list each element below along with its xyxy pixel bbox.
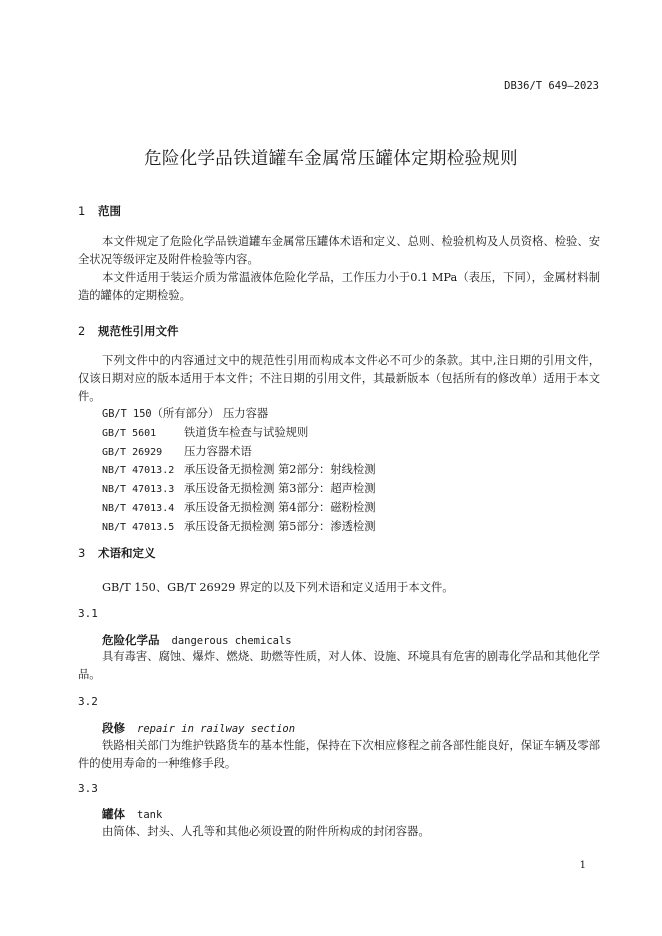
- paragraph: 本文件适用于装运介质为常温液体危险化学品，工作压力小于0.1 MPa（表压，下同），金属材料制造的罐体的定期检验。: [78, 271, 600, 302]
- section-title: 规范性引用文件: [98, 324, 179, 338]
- clause-number: 3.3: [78, 782, 98, 795]
- section-1-body: [78, 233, 600, 305]
- term-chinese: 段修: [102, 721, 125, 735]
- section-number: 2: [78, 324, 86, 338]
- reference-item: [102, 405, 376, 424]
- section-3-intro: [78, 579, 600, 597]
- reference-code: NB/T 47013.4: [102, 502, 175, 514]
- reference-code: NB/T 47013.2: [102, 465, 175, 477]
- term-definition: [78, 737, 600, 773]
- reference-list: [102, 405, 376, 537]
- standard-code: DB36/T 649—2023: [504, 80, 599, 92]
- reference-title: 铁道货车检查与试验规则: [184, 425, 309, 439]
- reference-item: [102, 461, 376, 480]
- reference-title: （所有部分） 压力容器: [151, 407, 269, 420]
- reference-code: GB/T 5601: [102, 427, 157, 439]
- term-chinese: 罐体: [102, 807, 125, 821]
- reference-item: [102, 443, 376, 462]
- term-entry: [102, 806, 162, 822]
- term-entry: [102, 720, 295, 736]
- section-number: 1: [78, 204, 86, 218]
- reference-code: NB/T 47013.3: [102, 484, 175, 496]
- paragraph: 下列文件中的内容通过文中的规范性引用而构成本文件必不可少的条款。其中,注日期的引用文件，仅该日期对应的版本适用于本文件；不注日期的引用文件，其最新版本（包括所有的修改单）适用于本文件。: [78, 354, 600, 403]
- section-2-intro: [78, 352, 600, 406]
- section-1-heading: [78, 203, 121, 219]
- term-english: repair in railway section: [137, 723, 296, 735]
- reference-code: NB/T 47013.5: [102, 521, 175, 533]
- term-entry: [102, 632, 292, 648]
- paragraph: 铁路相关部门为维护铁路货车的基本性能，保持在下次相应修程之前各部性能良好，保证车辆及零部件的使用寿命的一种维修手段。: [78, 739, 600, 770]
- section-title: 术语和定义: [98, 546, 156, 560]
- paragraph: 由筒体、封头、人孔等和其他必须设置的附件所构成的封闭容器。: [102, 825, 430, 838]
- section-title: 范围: [98, 204, 121, 218]
- page-number: 1: [579, 860, 586, 871]
- section-3-heading: [78, 545, 156, 561]
- reference-title: 压力容器术语: [184, 444, 252, 458]
- reference-title: 承压设备无损检测 第4部分：磁粉检测: [184, 500, 376, 514]
- reference-title: 承压设备无损检测 第5部分：渗透检测: [184, 519, 376, 533]
- reference-code: GB/T 26929: [102, 446, 163, 458]
- paragraph: GB/T 150、GB/T 26929 界定的以及下列术语和定义适用于本文件。: [102, 581, 454, 594]
- term-chinese: 危险化学品: [102, 633, 160, 647]
- reference-title: 承压设备无损检测 第2部分：射线检测: [184, 463, 376, 477]
- reference-item: [102, 480, 376, 499]
- paragraph: 具有毒害、腐蚀、爆炸、燃烧、助燃等性质，对人体、设施、环境具有危害的剧毒化学品和其他化学品。: [78, 650, 600, 681]
- reference-code: GB/T 150: [102, 408, 152, 420]
- term-english: tank: [137, 809, 163, 821]
- term-english: dangerous chemicals: [171, 635, 292, 647]
- term-definition: [78, 648, 600, 684]
- clause-number: 3.1: [78, 607, 98, 620]
- reference-title: 承压设备无损检测 第3部分：超声检测: [184, 482, 376, 496]
- section-2-heading: [78, 323, 179, 339]
- reference-item: [102, 424, 376, 443]
- reference-item: [102, 499, 376, 518]
- term-definition: [78, 823, 600, 841]
- paragraph: 本文件规定了危险化学品铁道罐车金属常压罐体术语和定义、总则、检验机构及人员资格、检验、安全状况等级评定及附件检验等内容。: [78, 235, 600, 266]
- clause-number: 3.2: [78, 695, 98, 708]
- document-title: 危险化学品铁道罐车金属常压罐体定期检验规则: [144, 149, 518, 169]
- section-number: 3: [78, 546, 86, 560]
- reference-item: [102, 518, 376, 537]
